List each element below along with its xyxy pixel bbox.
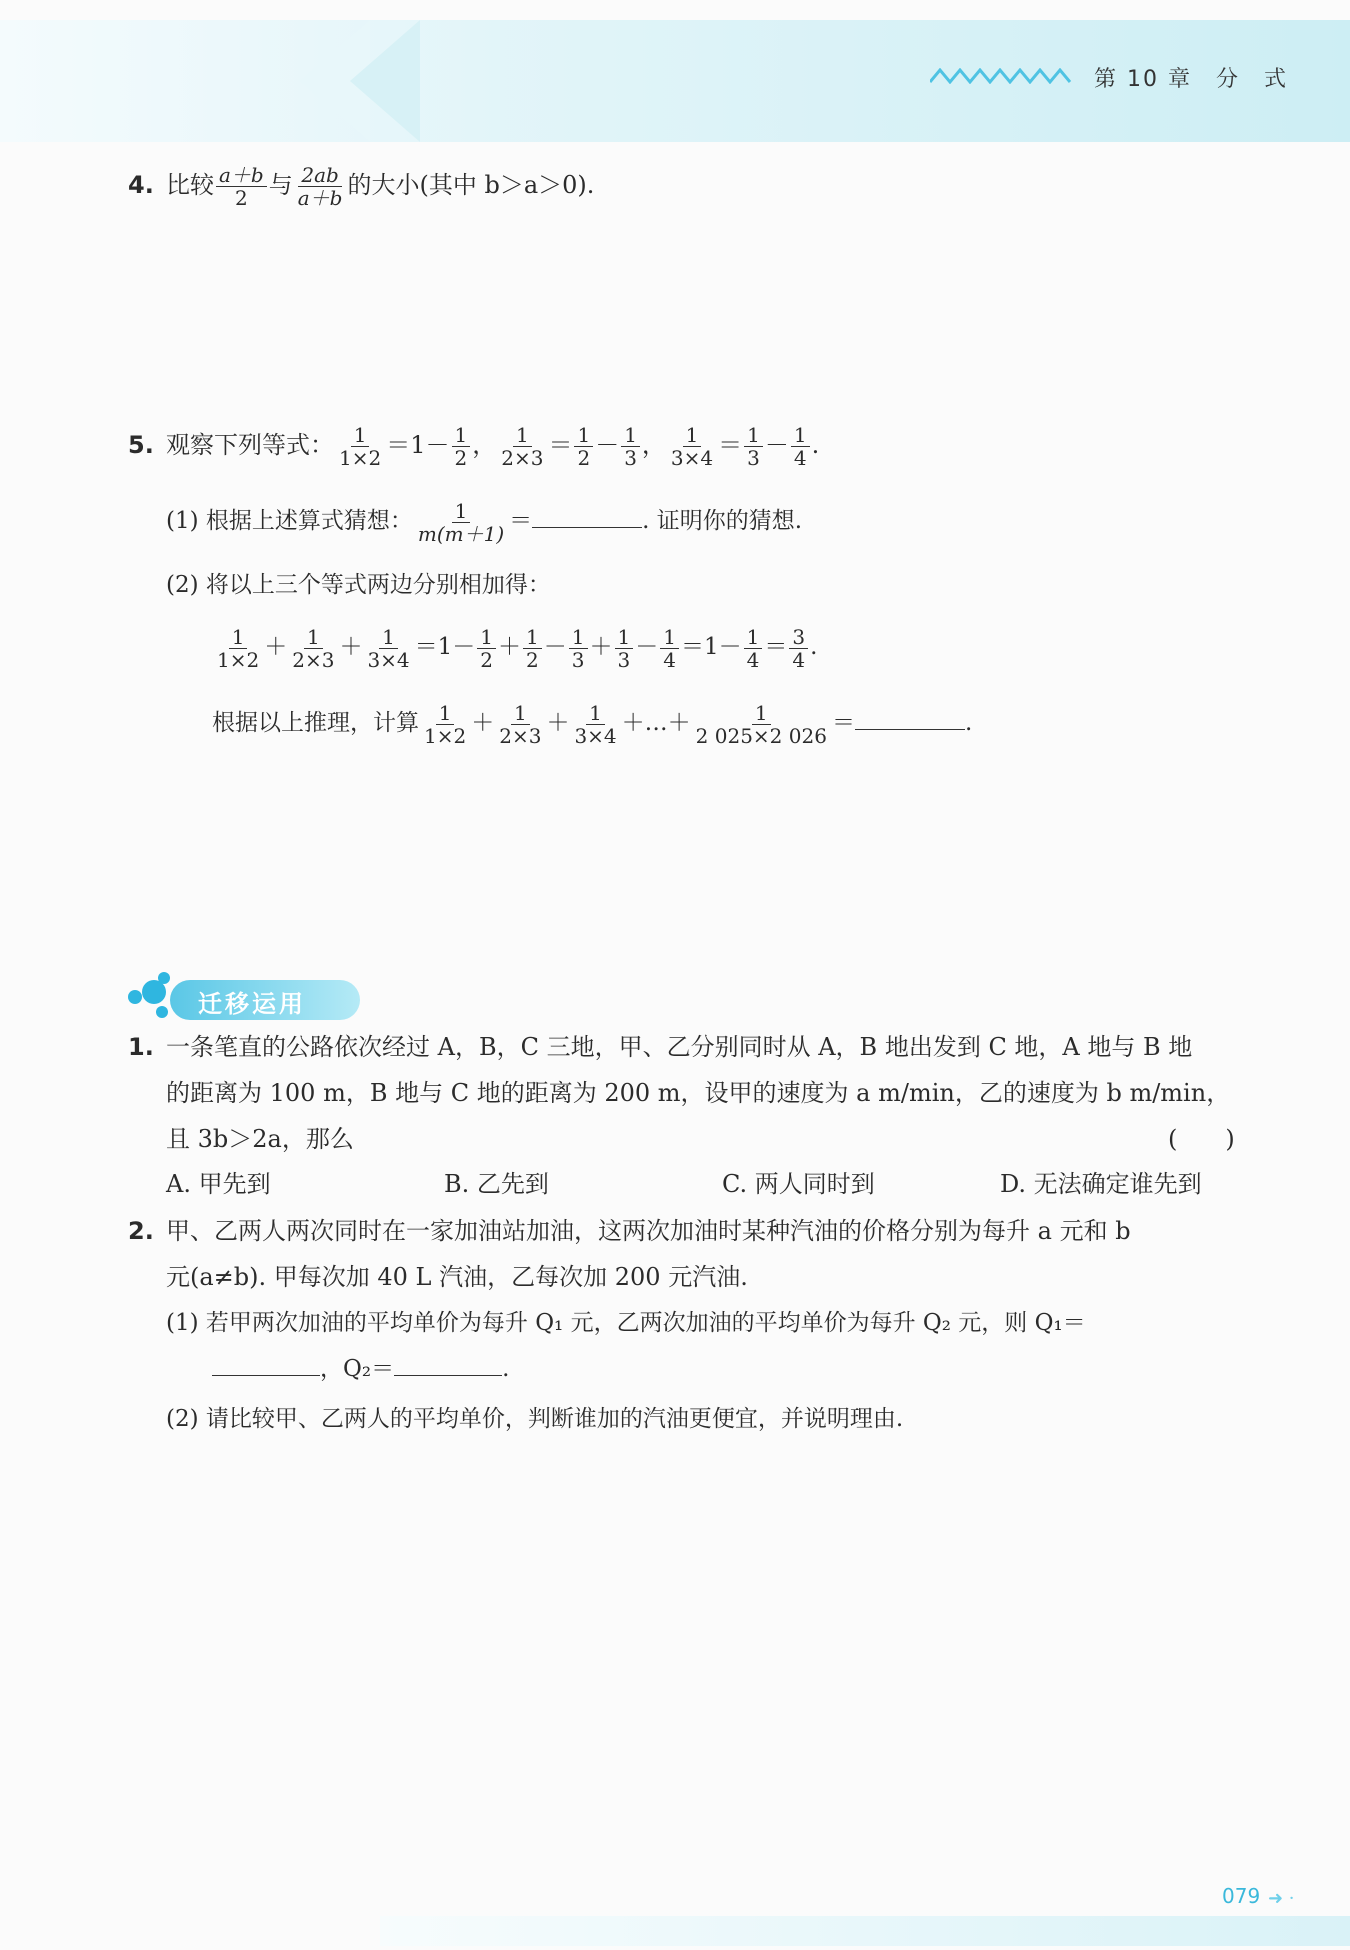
equation-text: ＋	[264, 634, 288, 660]
denominator: 2	[454, 446, 468, 470]
fraction	[216, 164, 267, 209]
numerator: 1	[752, 702, 771, 725]
fraction	[791, 424, 810, 469]
section-badge	[128, 972, 368, 1028]
numerator: 1	[586, 702, 605, 725]
denominator: 3×4	[367, 647, 410, 672]
answer-blank[interactable]	[532, 503, 642, 528]
denominator: 3	[624, 446, 637, 470]
question-text: ，Q₂＝	[320, 1356, 395, 1382]
equation-text: ＋	[471, 710, 495, 736]
question-2-part-1: (1) 若甲两次加油的平均单价为每升 Q₁ 元，乙两次加油的平均单价为每升 Q₂ 元，则 Q₁＝	[166, 1310, 1086, 1336]
sum-equation	[212, 624, 817, 671]
page-number: 079	[1222, 1884, 1261, 1908]
molecule-icon	[128, 990, 142, 1004]
equals-sign: ＝	[509, 508, 533, 534]
fraction	[668, 424, 716, 469]
numerator: 1	[660, 626, 679, 649]
fraction	[615, 626, 634, 671]
fraction	[496, 702, 544, 747]
denominator: a＋b	[297, 186, 343, 210]
question-5-part-2: (2) 将以上三个等式两边分别相加得：	[166, 572, 551, 598]
numerator: 2ab	[298, 164, 341, 187]
question-text: 元(a≠b). 甲每次加 40 L 汽油，乙每次加 200 元汽油.	[166, 1263, 748, 1291]
fraction	[693, 702, 830, 747]
denominator: 3	[617, 647, 631, 672]
denominator: 3	[747, 446, 760, 470]
option-a[interactable]: A. 甲先到	[166, 1170, 271, 1198]
denominator: 3×4	[574, 723, 617, 748]
denominator: 2×3	[292, 647, 335, 672]
denominator: 4	[792, 647, 806, 672]
denominator: 3	[571, 647, 585, 672]
equation-text: ＋	[589, 634, 613, 660]
denominator: 2×3	[501, 446, 544, 470]
practice-question-1	[128, 1024, 1192, 1070]
denominator: 2	[577, 446, 591, 470]
equation-text: ＋	[498, 634, 522, 660]
fraction	[477, 626, 496, 671]
equation-text: .	[811, 431, 820, 459]
footer-band	[380, 1916, 1350, 1946]
question-number: 5.	[128, 431, 154, 459]
numerator: 3	[789, 626, 808, 649]
question-5-part-1	[166, 498, 802, 545]
denominator: 1×2	[339, 446, 382, 470]
question-text: 的大小(其中 b＞a＞0).	[347, 171, 595, 199]
section-title: 迁移运用	[198, 990, 306, 1018]
numerator: 1	[477, 626, 496, 649]
denominator: 1×2	[217, 647, 260, 672]
equation-text: ，	[472, 431, 497, 459]
question-number: 2.	[128, 1217, 154, 1245]
question-text: 观察下列等式：	[166, 431, 334, 459]
practice-question-2	[128, 1208, 1131, 1254]
arrow-right-icon: ➜ ·	[1268, 1888, 1295, 1909]
numerator: 1	[569, 626, 588, 649]
compute-line	[212, 700, 972, 747]
fraction	[789, 626, 808, 671]
equation-text: ＋…＋	[621, 710, 691, 736]
question-text: (1) 根据上述算式猜想：	[166, 508, 413, 534]
fraction	[421, 702, 469, 747]
fraction	[744, 424, 763, 469]
fraction	[571, 702, 619, 747]
question-number: 1.	[128, 1033, 154, 1061]
equation-text: ＝	[718, 431, 743, 459]
denominator: 1×2	[424, 723, 467, 748]
denominator: 2	[235, 186, 248, 210]
numerator: 1	[744, 626, 763, 649]
question-text: . 证明你的猜想.	[642, 508, 803, 534]
equation-line	[212, 624, 818, 672]
fraction	[574, 424, 593, 469]
equation-text: ＋	[546, 710, 570, 736]
numerator: 1	[621, 424, 640, 447]
equation-text: ＝1－	[414, 634, 476, 660]
chapter-title: 第 10 章 分 式	[1094, 67, 1288, 92]
denominator: 2	[480, 647, 494, 672]
numerator: 1	[351, 424, 370, 447]
question-text: 且 3b＞2a，那么	[166, 1125, 354, 1153]
question-text: 甲、乙两人两次同时在一家加油站加油，这两次加油时某种汽油的价格分别为每升 a 元和 b	[166, 1217, 1131, 1245]
numerator: 1	[744, 424, 763, 447]
header-chevron-decoration	[350, 20, 420, 142]
fraction	[295, 164, 346, 209]
equation-text: －	[764, 431, 789, 459]
numerator: 1	[304, 626, 323, 649]
fraction	[569, 626, 588, 671]
question-text: 与	[268, 171, 293, 199]
numerator: 1	[791, 424, 810, 447]
equation-text: ＝	[764, 634, 788, 660]
fraction	[336, 424, 384, 469]
fraction	[744, 626, 763, 671]
question-2-part-1-answers	[212, 1346, 509, 1392]
equation-text: ，	[641, 431, 666, 459]
option-d[interactable]: D. 无法确定谁先到	[1000, 1170, 1202, 1198]
fraction	[523, 626, 542, 671]
molecule-icon	[156, 1006, 168, 1018]
numerator: 1	[452, 424, 471, 447]
numerator: 1	[615, 626, 634, 649]
question-text: 的距离为 100 m，B 地与 C 地的距离为 200 m，设甲的速度为 a m/min，乙的速度为 b m/min，	[166, 1079, 1231, 1107]
numerator: 1	[379, 626, 398, 649]
equation-text: ＝1－	[680, 634, 742, 660]
numerator: 1	[436, 702, 455, 725]
equation-text: .	[810, 634, 818, 660]
answer-blank-q1[interactable]	[212, 1351, 320, 1376]
numerator: 1	[513, 424, 532, 447]
mountain-decoration-icon	[930, 68, 1080, 84]
fraction	[289, 626, 337, 671]
equation-text: ＝	[548, 431, 573, 459]
equation-text: －	[635, 634, 659, 660]
equation-text: ＋	[339, 634, 363, 660]
numerator: 1	[683, 424, 702, 447]
answer-blank-q2[interactable]	[394, 1351, 502, 1376]
fraction	[415, 500, 507, 545]
fraction	[498, 424, 546, 469]
answer-blank[interactable]	[855, 705, 965, 730]
denominator: 4	[793, 446, 807, 470]
option-c[interactable]: C. 两人同时到	[722, 1170, 875, 1198]
equation-text: ＝1－	[386, 431, 450, 459]
equation-line	[419, 700, 855, 748]
equation-line	[334, 423, 820, 470]
molecule-icon	[158, 972, 170, 984]
fraction	[452, 424, 471, 469]
fraction	[364, 626, 412, 671]
equation-text: ＝	[831, 710, 855, 736]
equation-text: －	[595, 431, 620, 459]
denominator: 3×4	[670, 446, 714, 470]
numerator: 1	[511, 702, 530, 725]
question-5	[128, 422, 819, 469]
question-text: 一条笔直的公路依次经过 A，B，C 三地，甲、乙分别同时从 A，B 地出发到 C 地，A 地与 B 地	[166, 1033, 1193, 1061]
denominator: 2×3	[499, 723, 542, 748]
denominator: 4	[663, 647, 676, 672]
fraction	[621, 424, 640, 469]
denominator: 2 025×2 026	[695, 723, 827, 748]
question-text: 比较	[166, 171, 214, 199]
numerator: 1	[229, 626, 248, 649]
question-number: 4.	[128, 171, 154, 199]
denominator: 2	[526, 647, 539, 672]
question-text: .	[964, 710, 973, 736]
fraction	[660, 626, 679, 671]
fraction	[214, 626, 262, 671]
numerator: a＋b	[216, 164, 267, 187]
question-2-part-2: (2) 请比较甲、乙两人的平均单价，判断谁加的汽油更便宜，并说明理由.	[166, 1406, 904, 1432]
equation-text: －	[543, 634, 567, 660]
numerator: 1	[574, 424, 593, 447]
answer-parentheses[interactable]: ( )	[1168, 1125, 1235, 1153]
denominator: 4	[746, 647, 760, 672]
option-b[interactable]: B. 乙先到	[444, 1170, 549, 1198]
numerator: 1	[523, 626, 542, 649]
question-text: .	[502, 1356, 510, 1382]
denominator: m(m＋1)	[417, 521, 505, 546]
numerator: 1	[452, 500, 471, 523]
question-4	[128, 162, 594, 209]
question-text: 根据以上推理，计算	[212, 710, 419, 736]
